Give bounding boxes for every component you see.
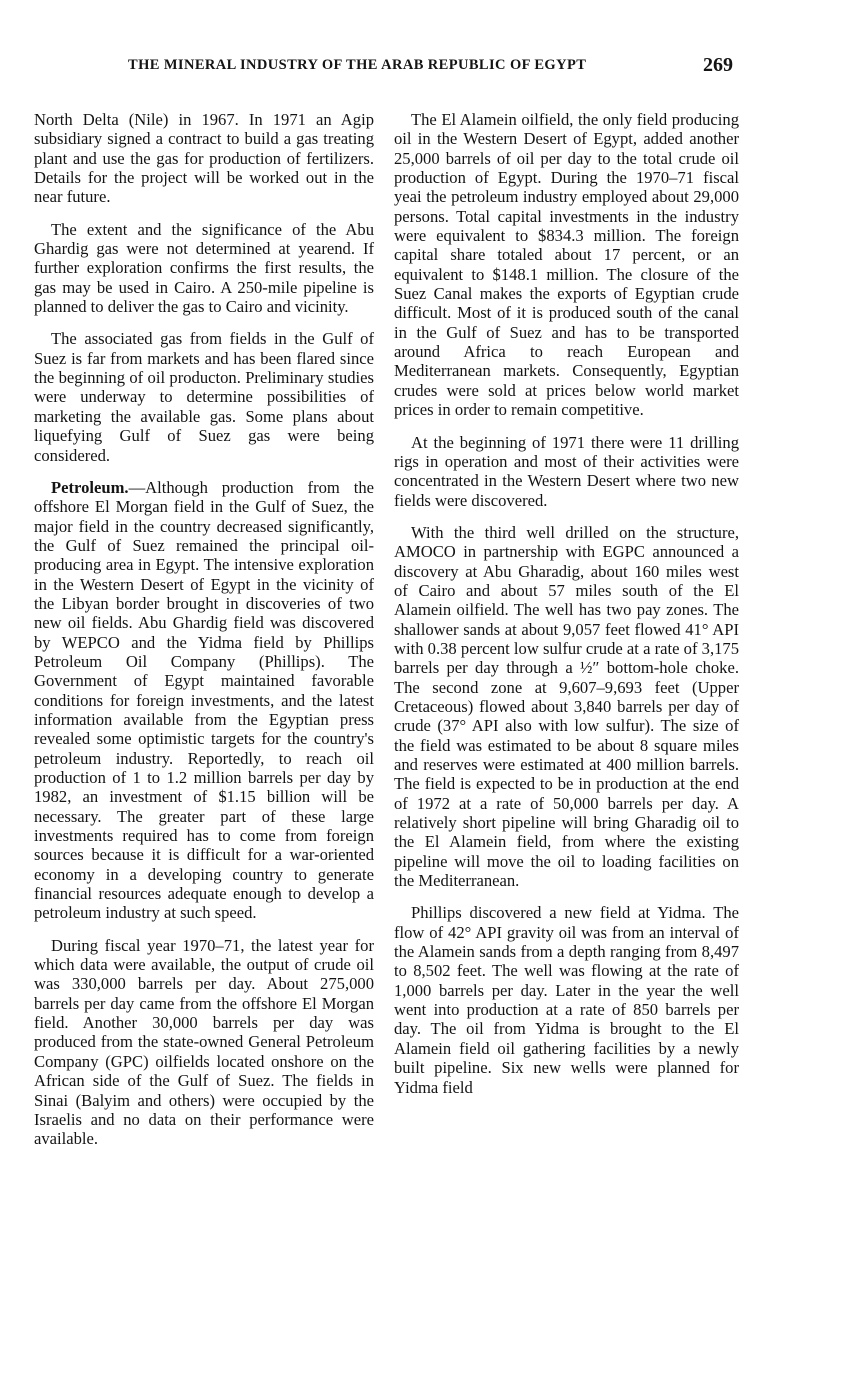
- paragraph-phillips-yidma: Phillips discovered a new field at Yidma. The flow of 42° API gravity oil was from an interval of the Alamein sands from a depth ranging from 8,497 to 8,502 feet. The well was flowing at the rate of 1,000 barrels per day. Later in the year the well went into production at a rate of 850 barrels per day. The oil from Yidma is brought to the El Alamein field oil gathering facilities by a newly built pipeline. Six new wells were planned for Yidma field: [394, 903, 739, 1097]
- paragraph-associated-gas: The associated gas from fields in the Gulf of Suez is far from markets and has been flared since the beginning of oil producton. Preliminary studies were underway to determine possibilities of marketing the available gas. Some plans about liquefying Gulf of Suez gas were being considered.: [34, 329, 374, 465]
- page-number: 269: [703, 54, 733, 76]
- paragraph-drilling-rigs: At the beginning of 1971 there were 11 drilling rigs in operation and most of their activities were concentrated in the Western Desert where two new fields were discovered.: [394, 432, 739, 510]
- right-column: [394, 110, 739, 1110]
- petroleum-run-in-heading: Petroleum.: [51, 477, 129, 497]
- running-header-title: THE MINERAL INDUSTRY OF THE ARAB REPUBLIC OF EGYPT: [128, 57, 587, 73]
- petroleum-body: —Although production from the offshore El Morgan field in the Gulf of Suez, the major field in the country decreased significantly, the Gulf of Suez remained the principal oil-producing area in Egypt. The intensive exploration in the Western Desert of Egypt in the vicinity of the Libyan border brought in discoveries of two new oil fields. Abu Ghardig field was discovered by WEPCO and the Yidma field by Phillips Petroleum Oil Company (Phillips). The Government of Egypt maintained favorable conditions for foreign investments, and the latest information available from the Egyptian press revealed some optimistic targets for the country's petroleum industry. Reportedly, to reach oil production of 1 to 1.2 million barrels per day by 1982, an investment of $1.15 billion will be necessary. The greater part of these large investments required has to come from foreign sources because it is difficult for a war-oriented economy in a developing country to generate financial resources adequate enough to develop a petroleum industry at such speed.: [34, 477, 374, 923]
- paragraph-el-alamein-oilfield: The El Alamein oilfield, the only field producing oil in the Western Desert of Egypt, added another 25,000 barrels of oil per day to the total crude oil production of Egypt. During the 1970–71 fiscal yeai the petroleum industry employed about 29,000 persons. Total capital investments in the industry were equivalent to $834.3 million. The foreign capital share totaled about 17 percent, or an equivalent to $148.1 million. The closure of the Suez Canal makes the exports of Egyptian crude difficult. Most of it is produced south of the canal in the Gulf of Suez and has to be transported around Africa to reach European and Mediterranean markets. Consequently, Egyptian crudes were sold at prices below world market prices in order to remain competitive.: [394, 110, 739, 420]
- paragraph-petroleum: [34, 478, 374, 923]
- paragraph-abu-ghardig-gas: The extent and the significance of the Abu Ghardig gas were not determined at yearend. If further exploration confirms the first results, the gas may be used in Cairo. A 250-mile pipeline is planned to deliver the gas to Cairo and vicinity.: [34, 219, 374, 317]
- paragraph-fiscal-year-output: During fiscal year 1970–71, the latest year for which data were available, the output of crude oil was 330,000 barrels per day. About 275,000 barrels per day came from the offshore El Morgan field. Another 30,000 barrels per day was produced from the state-owned General Petroleum Company (GPC) oilfields located onshore on the African side of the Gulf of Suez. The fields in Sinai (Balyim and others) were occupied by the Israelis and no data on their performance were available.: [34, 935, 374, 1149]
- left-column: [34, 110, 374, 1162]
- paragraph-amoco-discovery: With the third well drilled on the structure, AMOCO in partnership with EGPC announced a discovery at Abu Gharadig, about 160 miles west of Cairo and about 57 miles south of the El Alamein oilfield. The well has two pay zones. The shallower sands at about 9,057 feet flowed 41° API with 0.38 percent low sulfur crude at a rate of 3,175 barrels per day through a ½″ bottom-hole choke. The second zone at 9,607–9,693 feet (Upper Cretaceous) flowed about 3,840 barrels per day of crude (37° API also with low sulfur). The size of the field was estimated to be about 8 square miles and reserves were estimated at 400 million barrels. The field is expected to be in production at the end of 1972 at a rate of 50,000 barrels per day. A relatively short pipeline will bring Gharadig oil to the El Alamein field, from where the existing pipeline will move the oil to loading facilities on the Mediterranean.: [394, 522, 739, 891]
- paragraph-north-delta-continuation: North Delta (Nile) in 1967. In 1971 an Agip subsidiary signed a contract to build a gas treating plant and use the gas for production of fertilizers. Details for the project will be worked out in the near future.: [34, 110, 374, 207]
